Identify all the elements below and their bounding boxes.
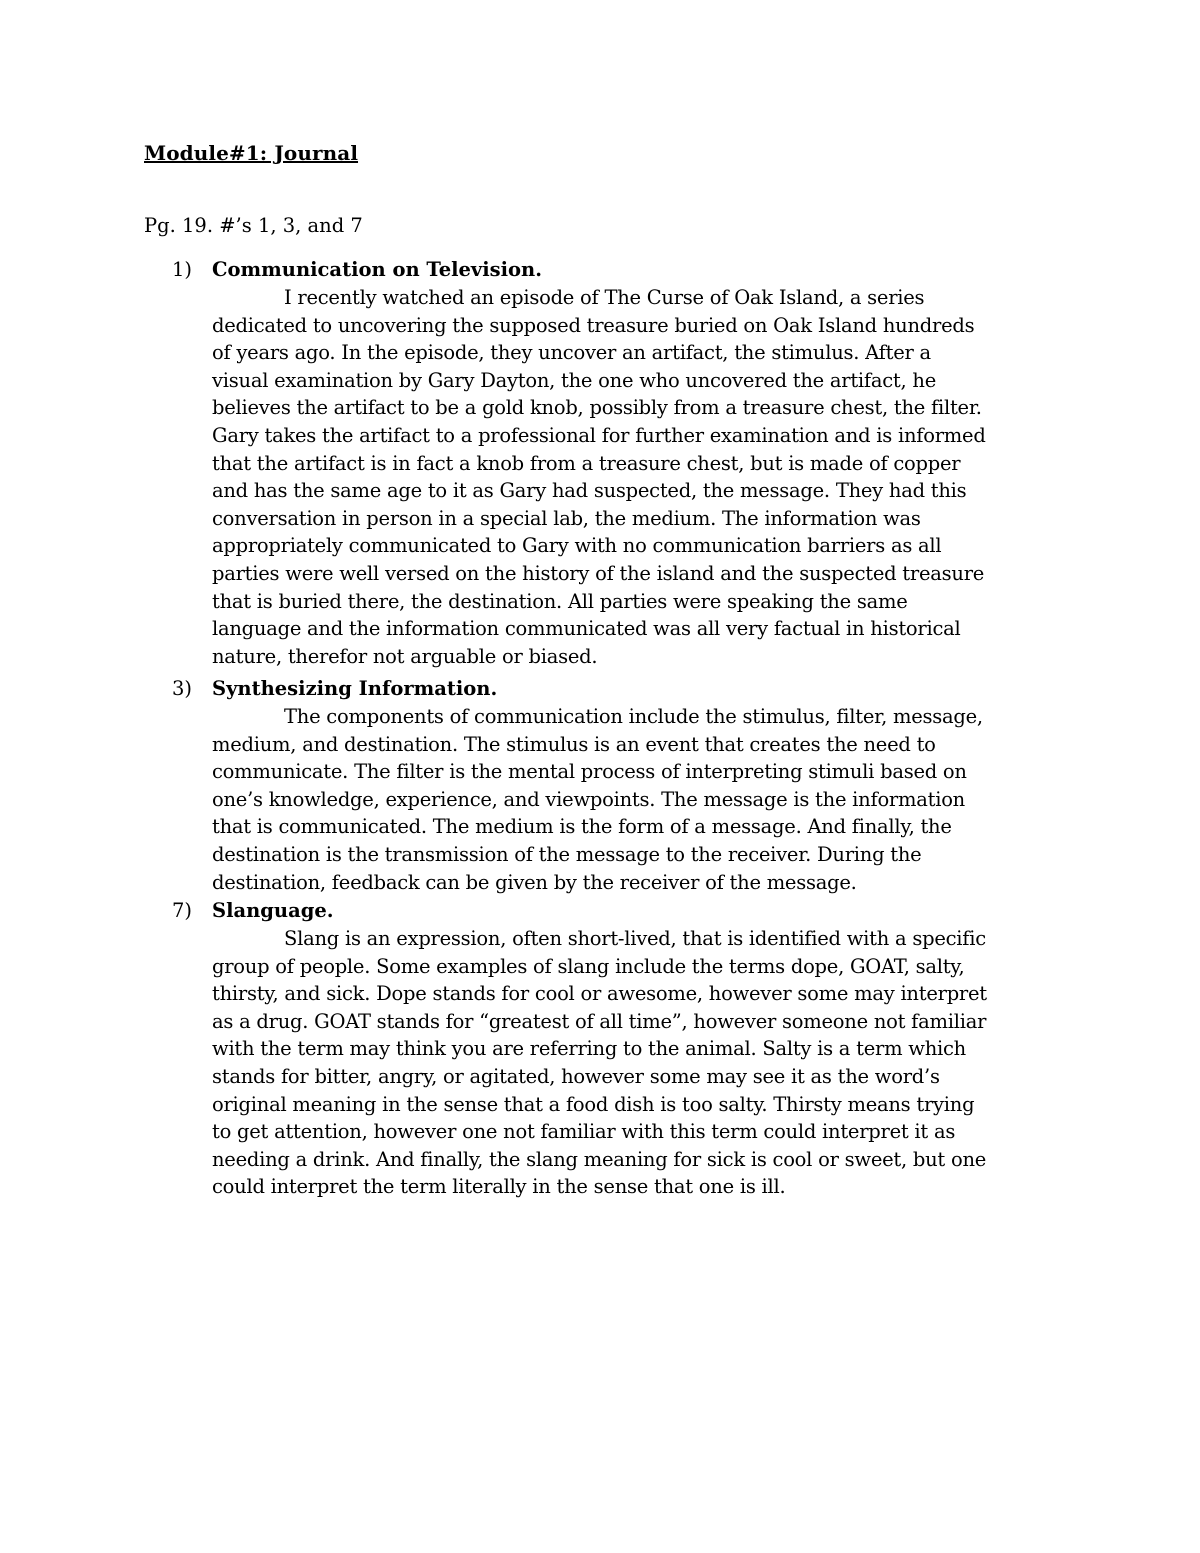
section-number: 3) — [172, 677, 193, 700]
paragraph-line: The components of communication include the stimulus, filter, message, — [284, 705, 983, 728]
section-title: Communication on Television. — [212, 258, 543, 281]
section-body — [212, 703, 1072, 896]
section-number: 1) — [172, 258, 193, 281]
paragraph-line: Slang is an expression, often short-lived, that is identified with a specific — [284, 927, 986, 950]
paragraph-line: believes the artifact to be a gold knob, possibly from a treasure chest, the filter. — [212, 396, 982, 420]
paragraph-line: I recently watched an episode of The Curse of Oak Island, a series — [284, 286, 925, 309]
paragraph-line: group of people. Some examples of slang include the terms dope, GOAT, salty, — [212, 954, 965, 978]
section-heading — [172, 675, 1072, 703]
paragraph-line: communicate. The filter is the mental process of interpreting stimuli based on — [212, 760, 967, 784]
section-7 — [172, 897, 1072, 1201]
paragraph-line: that is communicated. The medium is the form of a message. And finally, the — [212, 815, 952, 839]
section-body — [212, 284, 1072, 670]
section-1 — [172, 256, 1072, 670]
paragraph-line: conversation in person in a special lab, the medium. The information was — [212, 506, 921, 530]
paragraph-line: could interpret the term literally in the sense that one is ill. — [212, 1175, 786, 1199]
paragraph-line: that is buried there, the destination. All parties were speaking the same — [212, 589, 908, 613]
section-heading — [172, 897, 1072, 925]
section-heading — [172, 256, 1072, 284]
paragraph-line: stands for bitter, angry, or agitated, however some may see it as the word’s — [212, 1064, 940, 1088]
paragraph-line: language and the information communicated was all very factual in historical — [212, 617, 961, 641]
paragraph-line: Gary takes the artifact to a professional for further examination and is informed — [212, 423, 986, 447]
paragraph-line: that the artifact is in fact a knob from a treasure chest, but is made of copper — [212, 451, 961, 475]
document-title: Module#1: Journal — [144, 141, 359, 165]
paragraph-line: parties were well versed on the history of the island and the suspected treasure — [212, 561, 985, 585]
paragraph-line: appropriately communicated to Gary with no communication barriers as all — [212, 534, 942, 558]
paragraph-line: one’s knowledge, experience, and viewpoints. The message is the information — [212, 787, 965, 811]
paragraph-line: and has the same age to it as Gary had suspected, the message. They had this — [212, 479, 967, 503]
section-3 — [172, 675, 1072, 896]
paragraph-line: of years ago. In the episode, they uncover an artifact, the stimulus. After a — [212, 341, 931, 365]
paragraph-line: destination, feedback can be given by the receiver of the message. — [212, 870, 857, 894]
section-title: Slanguage. — [212, 899, 334, 922]
section-title: Synthesizing Information. — [212, 677, 498, 700]
paragraph-line: dedicated to uncovering the supposed treasure buried on Oak Island hundreds — [212, 313, 975, 337]
paragraph-line: to get attention, however one not familiar with this term could interpret it as — [212, 1120, 956, 1144]
section-number: 7) — [172, 899, 193, 922]
paragraph-line: nature, therefor not arguable or biased. — [212, 644, 598, 668]
paragraph-line: visual examination by Gary Dayton, the one who uncovered the artifact, he — [212, 368, 937, 392]
paragraph-line: with the term may think you are referring to the animal. Salty is a term which — [212, 1037, 966, 1061]
paragraph-line: original meaning in the sense that a food dish is too salty. Thirsty means trying — [212, 1092, 975, 1116]
paragraph-line: thirsty, and sick. Dope stands for cool or awesome, however some may interpret — [212, 982, 987, 1006]
paragraph-line: destination is the transmission of the message to the receiver. During the — [212, 842, 922, 866]
pages-reference: Pg. 19. #’s 1, 3, and 7 — [144, 214, 363, 237]
paragraph-line: needing a drink. And finally, the slang meaning for sick is cool or sweet, but one — [212, 1147, 987, 1171]
section-body — [212, 925, 1072, 1201]
paragraph-line: medium, and destination. The stimulus is an event that creates the need to — [212, 732, 936, 756]
paragraph-line: as a drug. GOAT stands for “greatest of all time”, however someone not familiar — [212, 1009, 987, 1033]
